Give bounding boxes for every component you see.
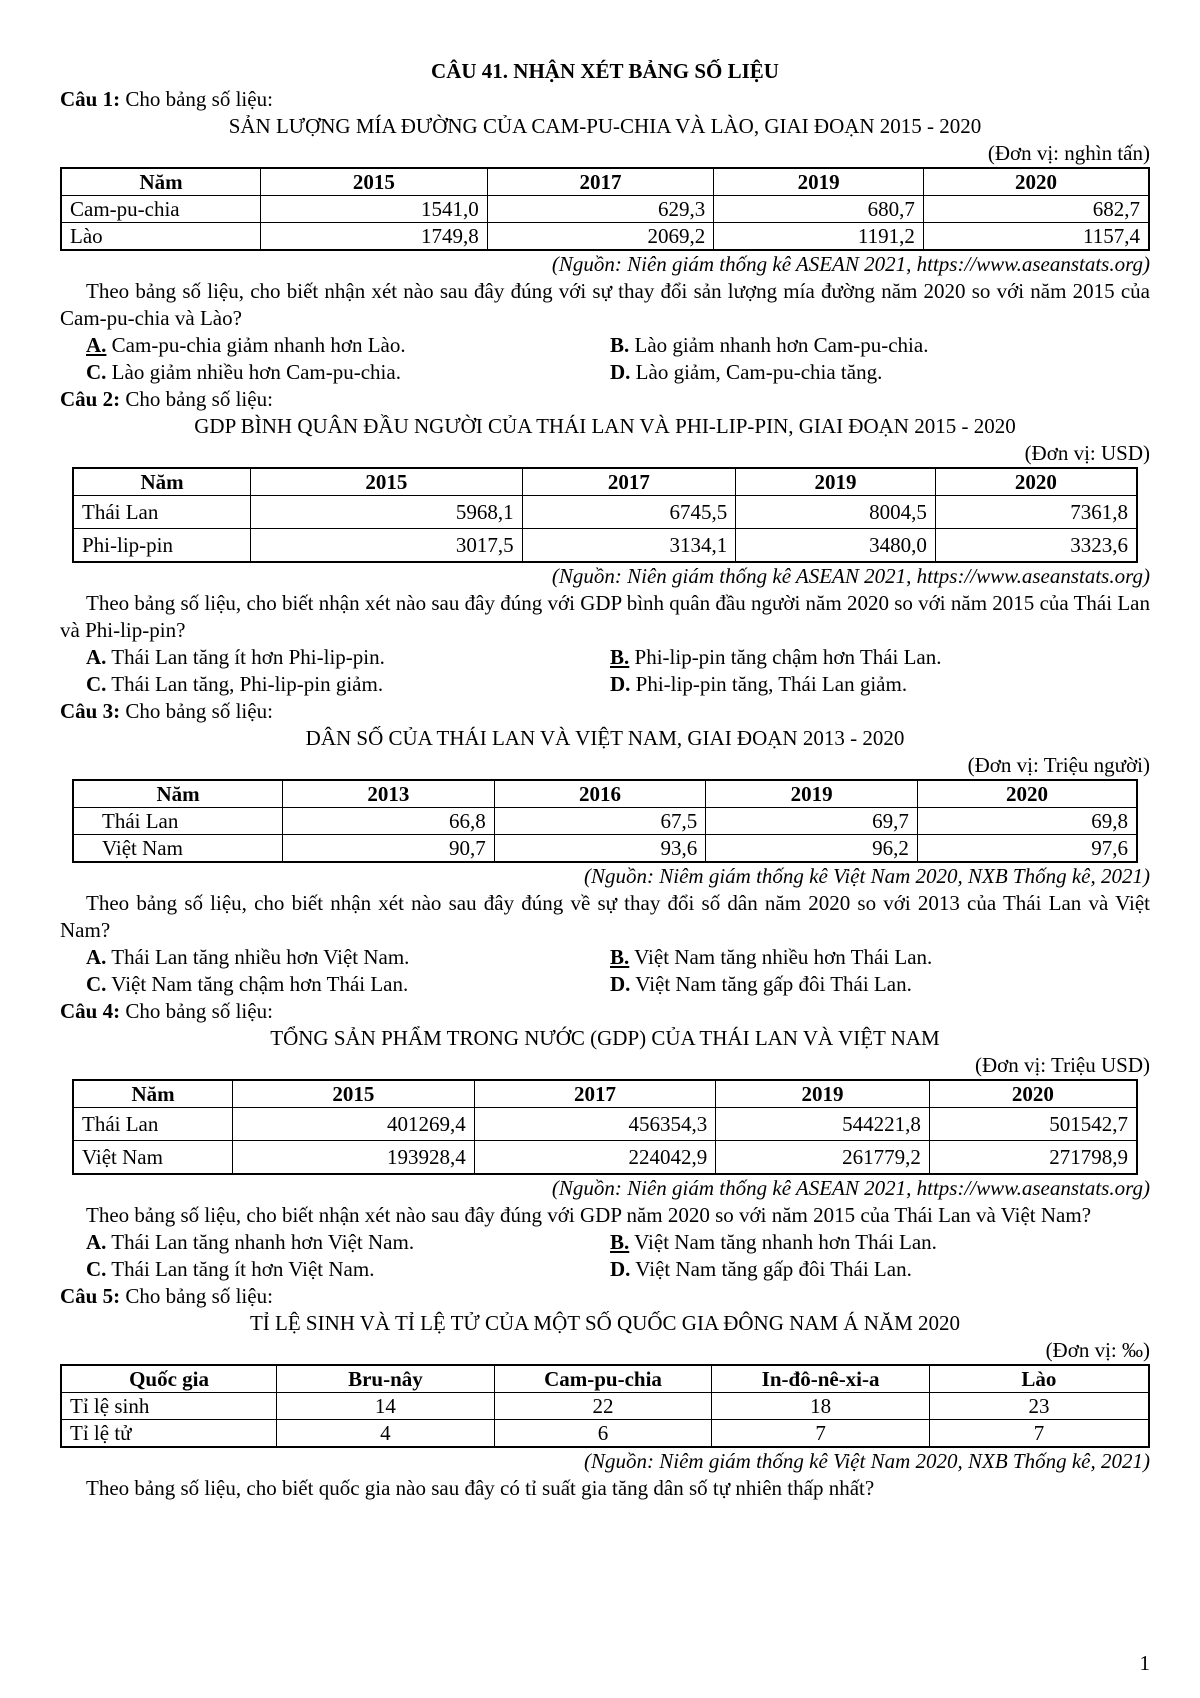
table-header-cell: 2017 bbox=[522, 468, 736, 496]
table-cell: 90,7 bbox=[283, 835, 495, 863]
table-cell: 193928,4 bbox=[233, 1141, 475, 1175]
question-stem: Theo bảng số liệu, cho biết nhận xét nào sau đây đúng với GDP năm 2020 so với năm 2015 của Thái Lan và Việt Nam? bbox=[86, 1203, 1092, 1227]
table-header-cell: Năm bbox=[73, 780, 283, 808]
table-cell: 3480,0 bbox=[736, 529, 936, 563]
table-cell: 1157,4 bbox=[923, 223, 1149, 251]
option-key: D. bbox=[610, 360, 631, 384]
table-cell: Tỉ lệ tử bbox=[61, 1420, 277, 1448]
table-header-cell: Bru-nây bbox=[277, 1365, 495, 1393]
table-cell: 7 bbox=[712, 1420, 930, 1448]
table-cell: 401269,4 bbox=[233, 1108, 475, 1141]
table-header-cell: 2020 bbox=[935, 468, 1137, 496]
question-label: Câu 5: bbox=[60, 1284, 121, 1308]
table-header-row bbox=[61, 168, 1149, 196]
table-header-cell: Lào bbox=[929, 1365, 1149, 1393]
option-c[interactable] bbox=[86, 359, 610, 386]
option-text: Thái Lan tăng ít hơn Việt Nam. bbox=[106, 1257, 375, 1281]
question-intro: Cho bảng số liệu: bbox=[125, 1284, 273, 1308]
option-key: B. bbox=[610, 1230, 630, 1254]
table-header-cell: Năm bbox=[73, 1080, 233, 1108]
table-header-row bbox=[73, 1080, 1137, 1108]
table-cell: Việt Nam bbox=[73, 835, 283, 863]
table-row bbox=[73, 1108, 1137, 1141]
table-header-cell: 2019 bbox=[714, 168, 924, 196]
table-source: (Nguồn: Niêm giám thống kê Việt Nam 2020, NXB Thống kê, 2021) bbox=[584, 1449, 1150, 1473]
question-stem: Theo bảng số liệu, cho biết nhận xét nào sau đây đúng với sự thay đổi sản lượng mía đường năm 2020 so với năm 2015 của Cam-pu-chia và Lào? bbox=[60, 279, 1150, 330]
option-key: C. bbox=[86, 672, 107, 696]
table-header-cell: Năm bbox=[73, 468, 251, 496]
data-table bbox=[72, 1079, 1138, 1175]
option-key: B. bbox=[610, 945, 630, 969]
table-header-cell: 2020 bbox=[929, 1080, 1137, 1108]
table-header-row bbox=[73, 468, 1137, 496]
option-c[interactable] bbox=[86, 971, 610, 998]
table-cell: 680,7 bbox=[714, 196, 924, 223]
question-stem: Theo bảng số liệu, cho biết quốc gia nào sau đây có tỉ suất gia tăng dân số tự nhiên thấp nhất? bbox=[86, 1476, 875, 1500]
question-intro: Cho bảng số liệu: bbox=[125, 699, 273, 723]
table-cell: 501542,7 bbox=[929, 1108, 1137, 1141]
table-cell: 544221,8 bbox=[716, 1108, 930, 1141]
question-1 bbox=[60, 86, 1150, 386]
option-b[interactable] bbox=[610, 1229, 1150, 1256]
table-row bbox=[73, 529, 1137, 563]
table-cell: Thái Lan bbox=[73, 1108, 233, 1141]
option-key: D. bbox=[610, 672, 631, 696]
data-table bbox=[72, 779, 1138, 863]
table-title: TỔNG SẢN PHẨM TRONG NƯỚC (GDP) CỦA THÁI LAN VÀ VIỆT NAM bbox=[270, 1026, 940, 1050]
table-cell: 3017,5 bbox=[251, 529, 522, 563]
table-cell: 18 bbox=[712, 1393, 930, 1420]
table-header-cell: Cam-pu-chia bbox=[494, 1365, 712, 1393]
option-text: Việt Nam tăng nhiều hơn Thái Lan. bbox=[629, 945, 933, 969]
question-label: Câu 4: bbox=[60, 999, 121, 1023]
question-stem: Theo bảng số liệu, cho biết nhận xét nào sau đây đúng với GDP bình quân đầu người năm 2020 so với năm 2015 của Thái Lan và Phi-lip-pin? bbox=[60, 591, 1150, 642]
option-text: Lào giảm nhanh hơn Cam-pu-chia. bbox=[629, 333, 929, 357]
table-header-cell: 2016 bbox=[494, 780, 706, 808]
table-cell: 3134,1 bbox=[522, 529, 736, 563]
option-text: Phi-lip-pin tăng chậm hơn Thái Lan. bbox=[629, 645, 942, 669]
option-d[interactable] bbox=[610, 971, 1150, 998]
table-cell: 261779,2 bbox=[716, 1141, 930, 1175]
table-row bbox=[61, 1420, 1149, 1448]
option-text: Việt Nam tăng chậm hơn Thái Lan. bbox=[106, 972, 409, 996]
option-b[interactable] bbox=[610, 944, 1150, 971]
table-source: (Nguồn: Niên giám thống kê ASEAN 2021, https://www.aseanstats.org) bbox=[551, 252, 1150, 276]
table-header-cell: 2017 bbox=[487, 168, 714, 196]
document-page bbox=[60, 56, 1150, 1502]
option-key: A. bbox=[86, 645, 107, 669]
table-title: DÂN SỐ CỦA THÁI LAN VÀ VIỆT NAM, GIAI ĐOẠN 2013 - 2020 bbox=[305, 726, 905, 750]
answer-options bbox=[60, 944, 1150, 998]
table-cell: 14 bbox=[277, 1393, 495, 1420]
table-cell: 22 bbox=[494, 1393, 712, 1420]
table-cell: 1191,2 bbox=[714, 223, 924, 251]
table-cell: 682,7 bbox=[923, 196, 1149, 223]
table-cell: 23 bbox=[929, 1393, 1149, 1420]
option-b[interactable] bbox=[610, 644, 1150, 671]
table-header-row bbox=[73, 780, 1137, 808]
option-text: Thái Lan tăng, Phi-lip-pin giảm. bbox=[106, 672, 384, 696]
table-cell: 1749,8 bbox=[261, 223, 488, 251]
option-key: B. bbox=[610, 333, 630, 357]
table-cell: 2069,2 bbox=[487, 223, 714, 251]
option-key: C. bbox=[86, 360, 107, 384]
table-source: (Nguồn: Niên giám thống kê ASEAN 2021, https://www.aseanstats.org) bbox=[551, 564, 1150, 588]
question-label: Câu 3: bbox=[60, 699, 121, 723]
option-key: A. bbox=[86, 945, 107, 969]
table-header-cell: Năm bbox=[61, 168, 261, 196]
option-text: Thái Lan tăng nhanh hơn Việt Nam. bbox=[106, 1230, 415, 1254]
option-text: Phi-lip-pin tăng, Thái Lan giảm. bbox=[630, 672, 908, 696]
table-row bbox=[73, 496, 1137, 529]
table-header-cell: In-đô-nê-xi-a bbox=[712, 1365, 930, 1393]
table-unit: (Đơn vị: Triệu USD) bbox=[974, 1053, 1150, 1077]
table-cell: 97,6 bbox=[917, 835, 1137, 863]
table-cell: 93,6 bbox=[494, 835, 706, 863]
option-text: Thái Lan tăng nhiều hơn Việt Nam. bbox=[106, 945, 410, 969]
option-key: D. bbox=[610, 1257, 631, 1281]
table-header-cell: 2020 bbox=[917, 780, 1137, 808]
option-b[interactable] bbox=[610, 332, 1150, 359]
table-cell: 69,7 bbox=[706, 808, 918, 835]
question-stem: Theo bảng số liệu, cho biết nhận xét nào sau đây đúng về sự thay đổi số dân năm 2020 so với 2013 của Thái Lan và Việt Nam? bbox=[60, 891, 1150, 942]
option-a[interactable] bbox=[86, 332, 610, 359]
table-header-cell: 2019 bbox=[736, 468, 936, 496]
option-c[interactable] bbox=[86, 671, 610, 698]
table-cell: Thái Lan bbox=[73, 808, 283, 835]
question-label: Câu 1: bbox=[60, 87, 121, 111]
option-text: Lào giảm, Cam-pu-chia tăng. bbox=[630, 360, 883, 384]
table-header-cell: 2017 bbox=[474, 1080, 716, 1108]
table-cell: 8004,5 bbox=[736, 496, 936, 529]
table-header-cell: Quốc gia bbox=[61, 1365, 277, 1393]
table-cell: 271798,9 bbox=[929, 1141, 1137, 1175]
table-header-cell: 2019 bbox=[716, 1080, 930, 1108]
table-unit: (Đơn vị: Triệu người) bbox=[967, 753, 1150, 777]
answer-options bbox=[60, 332, 1150, 386]
page-number: 1 bbox=[1139, 1651, 1150, 1675]
table-cell: 6 bbox=[494, 1420, 712, 1448]
question-intro: Cho bảng số liệu: bbox=[125, 387, 273, 411]
option-text: Lào giảm nhiều hơn Cam-pu-chia. bbox=[106, 360, 401, 384]
option-d[interactable] bbox=[610, 359, 1150, 386]
table-cell: 629,3 bbox=[487, 196, 714, 223]
table-row bbox=[73, 1141, 1137, 1175]
data-table bbox=[72, 467, 1138, 563]
table-header-cell: 2015 bbox=[261, 168, 488, 196]
table-cell: 7361,8 bbox=[935, 496, 1137, 529]
table-cell: Việt Nam bbox=[73, 1141, 233, 1175]
table-cell: 69,8 bbox=[917, 808, 1137, 835]
table-cell: 456354,3 bbox=[474, 1108, 716, 1141]
question-label: Câu 2: bbox=[60, 387, 121, 411]
table-source: (Nguồn: Niêm giám thống kê Việt Nam 2020, NXB Thống kê, 2021) bbox=[584, 864, 1150, 888]
option-key: C. bbox=[86, 1257, 107, 1281]
option-text: Việt Nam tăng nhanh hơn Thái Lan. bbox=[629, 1230, 937, 1254]
document-title: CÂU 41. NHẬN XÉT BẢNG SỐ LIỆU bbox=[431, 59, 779, 83]
table-header-cell: 2013 bbox=[283, 780, 495, 808]
option-key: B. bbox=[610, 645, 630, 669]
table-row bbox=[61, 223, 1149, 251]
table-cell: Thái Lan bbox=[73, 496, 251, 529]
table-cell: Tỉ lệ sinh bbox=[61, 1393, 277, 1420]
answer-options bbox=[60, 1229, 1150, 1283]
table-cell: 224042,9 bbox=[474, 1141, 716, 1175]
option-a[interactable] bbox=[86, 944, 610, 971]
table-title: GDP BÌNH QUÂN ĐẦU NGƯỜI CỦA THÁI LAN VÀ PHI-LIP-PIN, GIAI ĐOẠN 2015 - 2020 bbox=[194, 414, 1016, 438]
option-text: Cam-pu-chia giảm nhanh hơn Lào. bbox=[106, 333, 406, 357]
option-text: Việt Nam tăng gấp đôi Thái Lan. bbox=[630, 1257, 912, 1281]
table-cell: 6745,5 bbox=[522, 496, 736, 529]
table-row bbox=[61, 1393, 1149, 1420]
option-c[interactable] bbox=[86, 1256, 610, 1283]
option-key: C. bbox=[86, 972, 107, 996]
table-unit: (Đơn vị: USD) bbox=[1024, 441, 1150, 465]
answer-options bbox=[60, 644, 1150, 698]
question-3 bbox=[60, 698, 1150, 998]
data-table bbox=[60, 167, 1150, 251]
option-text: Việt Nam tăng gấp đôi Thái Lan. bbox=[630, 972, 912, 996]
table-header-cell: 2020 bbox=[923, 168, 1149, 196]
option-a[interactable] bbox=[86, 1229, 610, 1256]
option-text: Thái Lan tăng ít hơn Phi-lip-pin. bbox=[106, 645, 385, 669]
table-cell: 67,5 bbox=[494, 808, 706, 835]
table-source: (Nguồn: Niên giám thống kê ASEAN 2021, https://www.aseanstats.org) bbox=[551, 1176, 1150, 1200]
table-row bbox=[61, 196, 1149, 223]
question-4 bbox=[60, 998, 1150, 1283]
table-row bbox=[73, 835, 1137, 863]
table-header-row bbox=[61, 1365, 1149, 1393]
table-cell: 3323,6 bbox=[935, 529, 1137, 563]
option-a[interactable] bbox=[86, 644, 610, 671]
table-cell: Cam-pu-chia bbox=[61, 196, 261, 223]
table-header-cell: 2019 bbox=[706, 780, 918, 808]
table-cell: 4 bbox=[277, 1420, 495, 1448]
option-d[interactable] bbox=[610, 1256, 1150, 1283]
question-intro: Cho bảng số liệu: bbox=[125, 87, 273, 111]
table-header-cell: 2015 bbox=[233, 1080, 475, 1108]
table-row bbox=[73, 808, 1137, 835]
table-cell: 66,8 bbox=[283, 808, 495, 835]
table-title: SẢN LƯỢNG MÍA ĐƯỜNG CỦA CAM-PU-CHIA VÀ LÀO, GIAI ĐOẠN 2015 - 2020 bbox=[228, 114, 982, 138]
question-2 bbox=[60, 386, 1150, 698]
table-header-cell: 2015 bbox=[251, 468, 522, 496]
table-unit: (Đơn vị: ‰) bbox=[1045, 1338, 1150, 1362]
question-5 bbox=[60, 1283, 1150, 1502]
option-key: A. bbox=[86, 333, 107, 357]
table-cell: Lào bbox=[61, 223, 261, 251]
table-unit: (Đơn vị: nghìn tấn) bbox=[987, 141, 1150, 165]
table-cell: 5968,1 bbox=[251, 496, 522, 529]
question-intro: Cho bảng số liệu: bbox=[125, 999, 273, 1023]
table-cell: 7 bbox=[929, 1420, 1149, 1448]
table-cell: 96,2 bbox=[706, 835, 918, 863]
data-table bbox=[60, 1364, 1150, 1448]
table-cell: 1541,0 bbox=[261, 196, 488, 223]
table-title: TỈ LỆ SINH VÀ TỈ LỆ TỬ CỦA MỘT SỐ QUỐC GIA ĐÔNG NAM Á NĂM 2020 bbox=[249, 1311, 961, 1335]
option-d[interactable] bbox=[610, 671, 1150, 698]
option-key: A. bbox=[86, 1230, 107, 1254]
table-cell: Phi-lip-pin bbox=[73, 529, 251, 563]
option-key: D. bbox=[610, 972, 631, 996]
